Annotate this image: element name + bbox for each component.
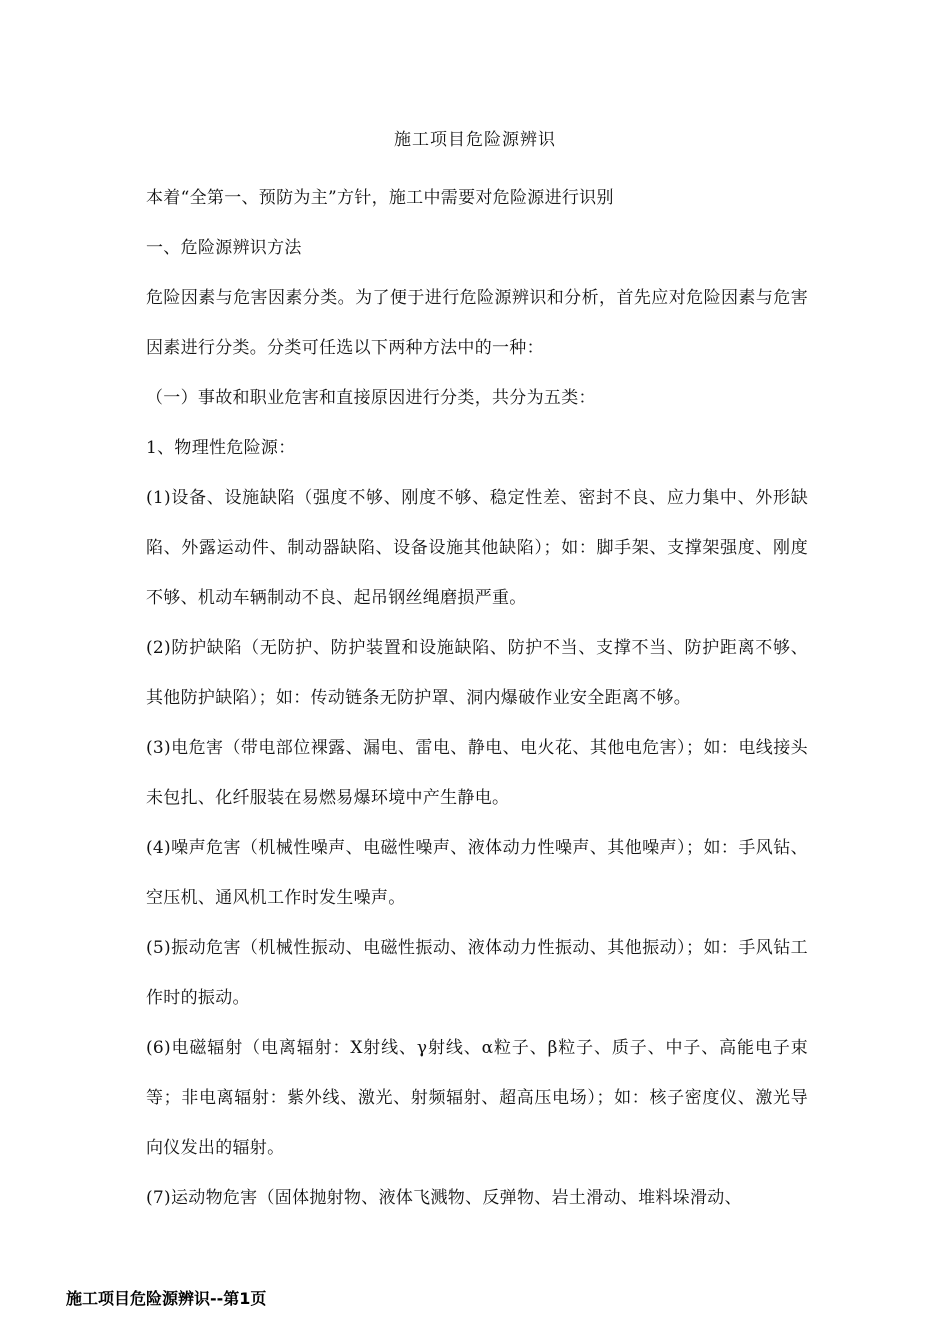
list-item: (4)噪声危害（机械性噪声、电磁性噪声、液体动力性噪声、其他噪声）；如：手风钻、空压机、通风机工作时发生噪声。 — [146, 838, 808, 908]
document-body — [146, 173, 808, 1223]
paragraph-intro: 本着“全第一、预防为主”方针，施工中需要对危险源进行识别 — [146, 188, 614, 208]
page-footer: 施工项目危险源辨识--第1页 — [66, 1289, 267, 1308]
list-item: (3)电危害（带电部位裸露、漏电、雷电、静电、电火花、其他电危害）；如：电线接头未包扎、化纤服装在易燃易爆环境中产生静电。 — [146, 738, 808, 808]
list-item: (7)运动物危害（固体抛射物、液体飞溅物、反弹物、岩土滑动、堆料垛滑动、 — [146, 1188, 742, 1208]
list-item: (1)设备、设施缺陷（强度不够、刚度不够、稳定性差、密封不良、应力集中、外形缺陷、外露运动件、制动器缺陷、设备设施其他缺陷）；如：脚手架、支撑架强度、刚度不够、机动车辆制动不良、起吊钢丝绳磨损严重。 — [146, 488, 808, 608]
list-item: (2)防护缺陷（无防护、防护装置和设施缺陷、防护不当、支撑不当、防护距离不够、其他防护缺陷）；如：传动链条无防护罩、洞内爆破作业安全距离不够。 — [146, 638, 808, 708]
subsection-heading: （一）事故和职业危害和直接原因进行分类，共分为五类： — [146, 388, 596, 408]
category-heading: 1、物理性危险源： — [146, 438, 296, 458]
document-title: 施工项目危险源辨识 — [394, 130, 556, 150]
list-item: (5)振动危害（机械性振动、电磁性振动、液体动力性振动、其他振动）；如：手风钻工作时的振动。 — [146, 938, 808, 1008]
list-item: (6)电磁辐射（电离辐射：X射线、γ射线、α粒子、β粒子、质子、中子、高能电子束等；非电离辐射：紫外线、激光、射频辐射、超高压电场）；如：核子密度仪、激光导向仪发出的辐射。 — [146, 1038, 808, 1158]
section-heading: 一、危险源辨识方法 — [146, 238, 302, 258]
paragraph-classification: 危险因素与危害因素分类。为了便于进行危险源辨识和分析，首先应对危险因素与危害因素进行分类。分类可任选以下两种方法中的一种： — [146, 288, 808, 358]
